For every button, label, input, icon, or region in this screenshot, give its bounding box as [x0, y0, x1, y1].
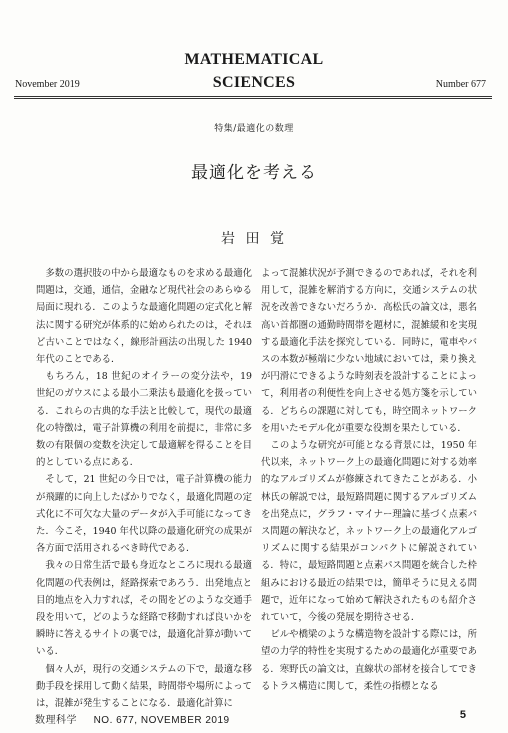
paragraph: 我々の日常生活で最も身近なところに現れる最適化問題の代表例は，経路探索であろう．出発地点と目的地点を入力すれば，その間をどのような交通手段を用いて，どのような経路で移動すれば良いかを瞬時に答えるサイトの裏では，最適化計算が動いている．: [36, 560, 252, 658]
journal-title-line2: SCIENCES: [212, 74, 296, 91]
issue-date: November 2019: [15, 79, 80, 90]
article-title: 最適化を考える: [191, 163, 317, 183]
paragraph: 個々人が，現行の交通システムの下で，最適な移動手段を採用して動く結果，時間帯や場所によっては，混雑が発生することになる．最適化計算に: [36, 663, 252, 710]
article-author: 岩 田 覚: [221, 231, 287, 247]
journal-title-line1: MATHEMATICAL: [184, 51, 324, 68]
footer-issue: NO. 677, NOVEMBER 2019: [93, 715, 230, 726]
right-column: [261, 265, 477, 695]
footer-journal-name: 数理科学: [35, 715, 77, 726]
paragraph: もちろん，18 世紀のオイラーの変分法や，19 世紀のガウスによる最小二乗法も最適化を扱っている．これらの古典的な手法と比較して，現代の最適化の特徴は，電子計算機の利用を前提に，非常に多数の有限個の変数を決定して最適解を得ることを目的としている点にある．: [36, 371, 252, 469]
page-footer: [35, 711, 230, 726]
paragraph: このような研究が可能となる背景には，1950 年代以来，ネットワーク上の最適化問題に対する効率的なアルゴリズムが修練されてきたことがある．小林氏の解説では，最短路問題に関するアルゴリズムを出発点に，グラフ・マイナー理論に基づく点素パス問題の解決など，ネットワーク上の最適化アルゴリズムに関する結果がコンパクトに解説されている．特に，最短路問題と点素パス問題を統合した枠組みにおける最近の結果では，簡単そうに見える問題で，近年になって始めて解決されたものも紹介されていて，今後の発展を期待させる．: [261, 440, 477, 624]
header-rule-bottom: [14, 98, 492, 99]
paragraph: そして，21 世紀の今日では，電子計算機の能力が飛躍的に向上したばかりでなく，最適化問題の定式化に不可欠な大量のデータが入手可能になってきた．今こそ，1940 年代以降の最適化研究の成果が各方面で活用されるべき時代である．: [36, 474, 252, 555]
paragraph: 多数の選択肢の中から最適なものを求める最適化問題は，交通，通信，金融など現代社会のあらゆる局面に現れる．このような最適化問題の定式化と解法に関する研究が体系的に始められたのは，それほど古いことではなく，線形計画法の出現した 1940 年代のことである．: [36, 268, 252, 366]
header-rule-top: [14, 96, 492, 97]
paragraph: よって混雑状況が予測できるのであれば，それを利用して，混雑を解消する方向に，交通システムの状況を改善できないだろうか．高松氏の論文は，悪名高い首都圏の通勤時間帯を題材に，混雑緩和を実現する最適化手法を探究している．同時に，電車やバスの本数が極端に少ない地域においては，乗り換えが円滑にできるような時刻表を設計することによって，利用者の利便性を向上させる処方箋を示している．どちらの課題に対しても，時空間ネットワークを用いたモデル化が重要な役割を果たしている．: [261, 268, 477, 434]
page-number: 5: [459, 709, 466, 721]
issue-number: Number 677: [435, 79, 486, 90]
feature-label: 特集/最適化の数理: [214, 124, 294, 134]
paragraph: ビルや橋梁のような構造物を設計する際には，所望の力学的特性を実現するための最適化が重要である．寒野氏の論文は，直線状の部材を接合してできるトラス構造に関して，柔性の指標となる: [261, 629, 477, 692]
left-column: [36, 265, 252, 712]
